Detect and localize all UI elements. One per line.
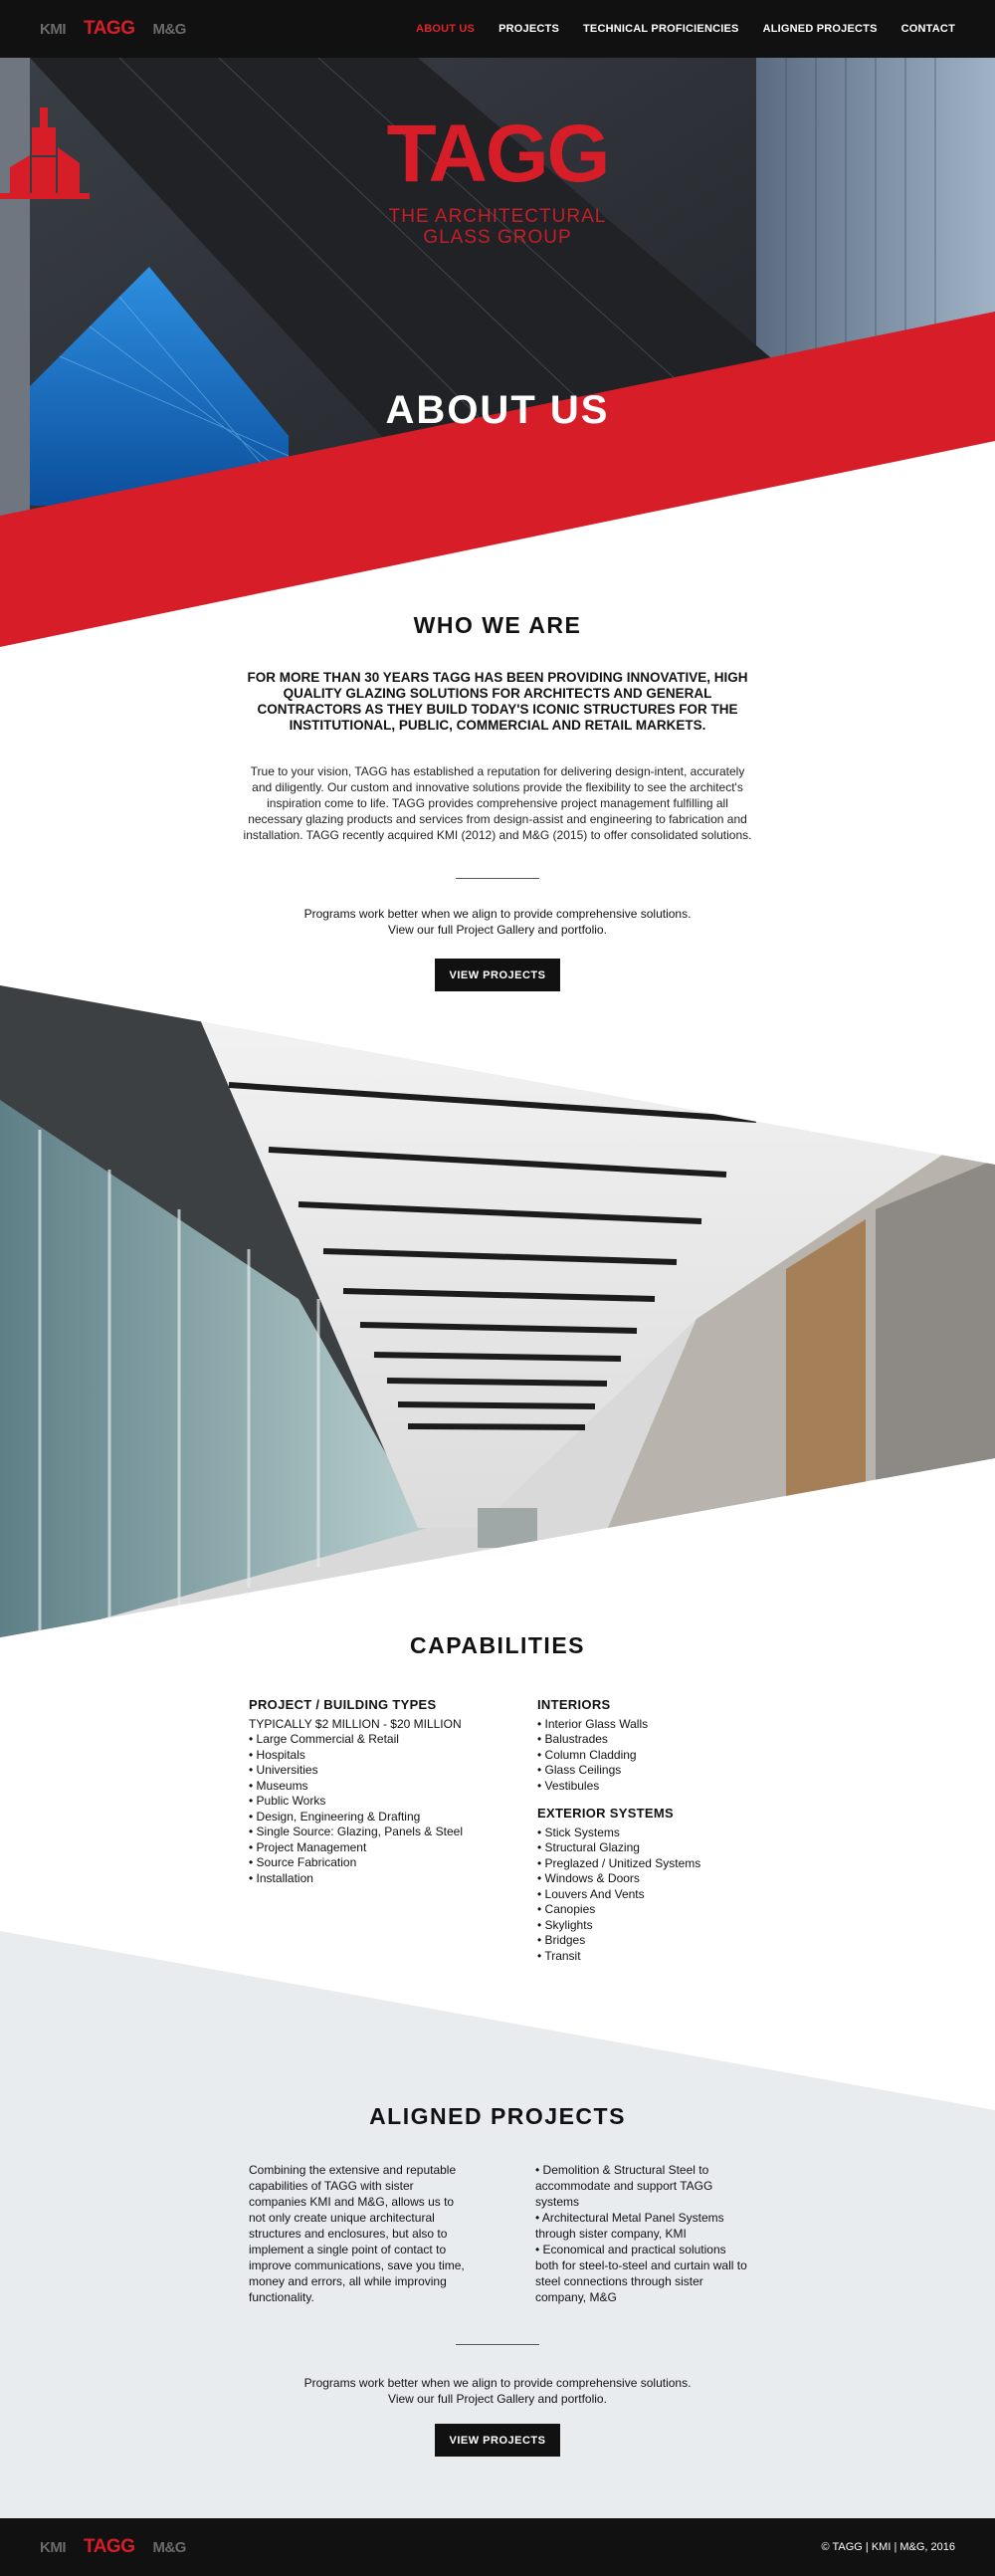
hero-banner [0,58,995,647]
nav-contact[interactable]: CONTACT [900,23,955,35]
interiors-heading: INTERIORS [537,1697,611,1712]
capabilities-heading: CAPABILITIES [409,1632,586,1658]
list-item: • Architectural Metal Panel Systems through sister company, KMI [535,2210,749,2242]
list-item: • Transit [537,1949,756,1965]
aligned-benefits-list [535,2162,749,2305]
list-item: • Windows & Doors [537,1871,756,1887]
list-item: • Interior Glass Walls [537,1717,756,1733]
divider [456,878,539,879]
list-item: • Large Commercial & Retail [249,1732,507,1748]
list-item: • Balustrades [537,1732,756,1748]
exterior-systems-heading: EXTERIOR SYSTEMS [537,1806,674,1821]
who-we-are-heading: WHO WE ARE [413,612,582,638]
list-item: • Louvers And Vents [537,1887,756,1903]
footer [0,2518,995,2576]
list-item: • Installation [249,1871,507,1887]
list-item: • Design, Engineering & Drafting [249,1810,507,1825]
who-we-are-lead: FOR MORE THAN 30 YEARS TAGG HAS BEEN PROVIDING INNOVATIVE, HIGH QUALITY GLAZING SOLUTIONS FOR ARCHITECTS AND GENERAL CONTRACTORS AS THEY BUILD TODAY'S ICONIC STRUCTURES FOR THE INSTITUTIONAL, PUBLIC, COMMERCIAL AND RETAIL MARKETS. [247,670,748,733]
list-item: • Skylights [537,1918,756,1934]
mg-logo-link[interactable]: M&G [152,21,186,38]
list-item: • Canopies [537,1902,756,1918]
kmi-logo-link[interactable]: KMI [40,21,66,38]
list-item: • Structural Glazing [537,1840,756,1856]
systems-column [537,1697,756,1964]
nav-aligned-projects[interactable]: ALIGNED PROJECTS [762,23,878,35]
project-types-column [249,1697,507,1886]
list-item: • Glass Ceilings [537,1763,756,1779]
aligned-benefits [535,2162,749,2305]
list-item: • Hospitals [249,1748,507,1764]
aligned-programs-text [249,2375,746,2407]
footer-mg-link[interactable]: M&G [152,2539,186,2556]
brand-links [40,18,186,40]
view-projects-button[interactable]: VIEW PROJECTS [435,959,560,991]
tagg-logo-link[interactable]: TAGG [84,18,135,39]
list-item: • Museums [249,1779,507,1795]
who-we-are-body: True to your vision, TAGG has established a reputation for delivering design-intent, accurately and diligently. Our custom and innovative solutions provide the flexibility to see the architect's inspiration come to life. TAGG provides comprehensive project management fulfilling all necessary glazing products and services from design-assist and engineering to fabrication and installation. TAGG recently acquired KMI (2012) and M&G (2015) to offer consolidated solutions. [243,764,752,842]
list-item: • Universities [249,1763,507,1779]
top-navbar [0,0,995,58]
list-item: • Project Management [249,1840,507,1856]
project-types-heading: PROJECT / BUILDING TYPES [249,1697,437,1712]
programs-line-2: View our full Project Gallery and portfolio. [388,2392,607,2406]
page-title: ABOUT US [385,388,610,432]
footer-kmi-link[interactable]: KMI [40,2539,66,2556]
list-item: • Stick Systems [537,1825,756,1841]
footer-brand-links [40,2536,186,2558]
list-item: • Source Fabrication [249,1855,507,1871]
programs-line-1: Programs work better when we align to provide comprehensive solutions. [303,907,692,921]
building-logo-icon [0,107,90,199]
nav-projects[interactable]: PROJECTS [498,23,559,35]
tagg-wordmark: TAGG [386,108,609,199]
programs-line-2: View our full Project Gallery and portfolio. [388,923,607,937]
programs-line-1: Programs work better when we align to provide comprehensive solutions. [303,2376,692,2390]
tagline-line-2: GLASS GROUP [423,226,572,248]
project-types-list [249,1732,507,1886]
list-item: • Vestibules [537,1779,756,1795]
footer-tagg-link[interactable]: TAGG [84,2536,135,2557]
view-projects-button-bottom[interactable]: VIEW PROJECTS [435,2424,560,2457]
list-item: • Preglazed / Unitized Systems [537,1856,756,1872]
divider [456,2344,539,2345]
list-item: • Demolition & Structural Steel to accommodate and support TAGG systems [535,2162,749,2210]
list-item: • Column Cladding [537,1748,756,1764]
programs-text [249,906,746,938]
aligned-description: Combining the extensive and reputable capabilities of TAGG with sister companies KMI and M&G, allows us to not only create unique architectural structures and enclosures, but also to implement a single point of contact to improve communications, save you time, money and errors, all while improving functionality. [249,2163,465,2304]
aligned-projects-heading: ALIGNED PROJECTS [369,2103,626,2129]
project-budget-range: TYPICALLY $2 MILLION - $20 MILLION [249,1716,462,1731]
tagline-line-1: THE ARCHITECTURAL [388,206,607,227]
copyright: © TAGG | KMI | M&G, 2016 [821,2541,955,2553]
interiors-list [537,1717,756,1795]
corridor-image [0,970,995,1647]
list-item: • Public Works [249,1794,507,1810]
nav-technical-proficiencies[interactable]: TECHNICAL PROFICIENCIES [583,23,739,35]
list-item: • Economical and practical solutions both for steel-to-steel and curtain wall to steel connections through sister company, M&G [535,2242,749,2305]
list-item: • Bridges [537,1933,756,1949]
nav-about-us[interactable]: ABOUT US [416,23,476,35]
main-menu [416,23,955,35]
list-item: • Single Source: Glazing, Panels & Steel [249,1825,507,1840]
tagg-hero-logo [0,107,995,249]
